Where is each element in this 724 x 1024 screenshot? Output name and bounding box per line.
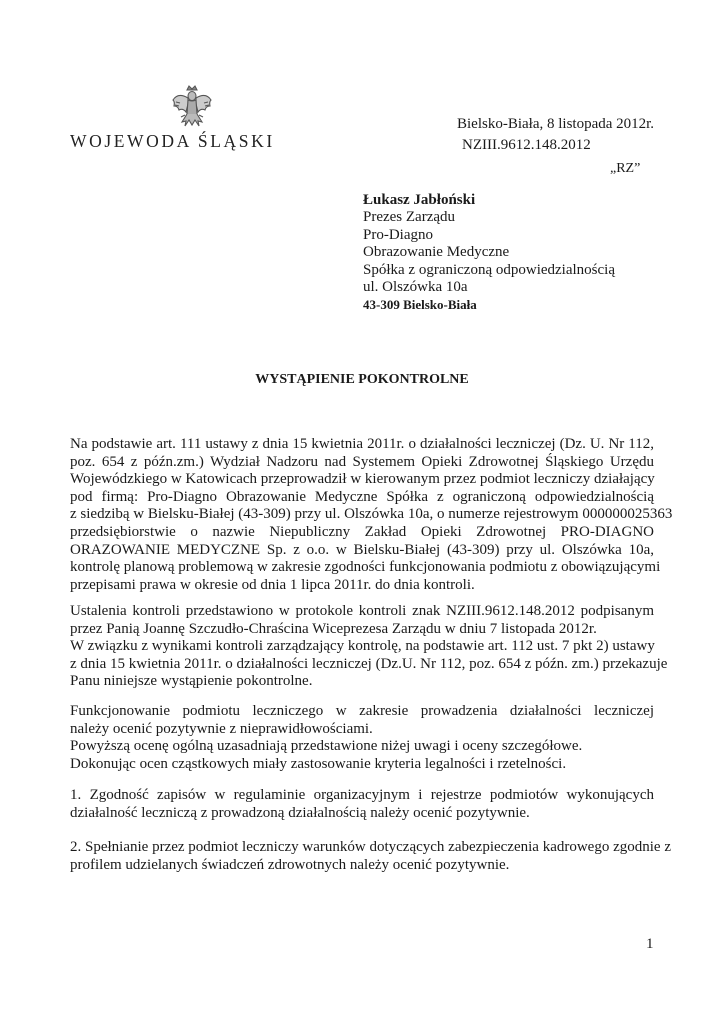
paragraph-line: 1. Zgodność zapisów w regulaminie organizacyjnym i rejestrze podmiotów wykonujących xyxy=(70,787,654,803)
addressee-company: Pro-Diagno xyxy=(363,226,433,243)
paragraph-line: Wojewódzkiego w Katowicach przeprowadził w kierowanym przez podmiot leczniczy działający xyxy=(70,471,655,488)
paragraph-line: W związku z wynikami kontroli zarządzający kontrolę, na podstawie art. 112 ust. 7 pkt 2) ustawy xyxy=(70,638,655,655)
paragraph-3 xyxy=(70,703,654,773)
place-date: Bielsko-Biała, 8 listopada 2012r. xyxy=(457,116,655,132)
paragraph-line: Ustalenia kontroli przedstawiono w protokole kontroli znak NZIII.9612.148.2012 podpisanym xyxy=(70,603,654,619)
paragraph-line: przepisami prawa w okresie od dnia 1 lipca 2011r. do dnia kontroli. xyxy=(70,576,475,593)
addressee-company-line2: Obrazowanie Medyczne xyxy=(363,244,510,261)
paragraph-5 xyxy=(70,839,671,874)
paragraph-line: kontrolę planową problemową w zakresie zgodności funkcjonowania podmiotu z obowiązującymi xyxy=(70,559,661,576)
paragraph-line: przez Panią Joannę Szczudło-Chraścina Wiceprezesa Zarządu w dniu 7 listopada 2012r. xyxy=(70,620,597,637)
paragraph-line: 2. Spełnianie przez podmiot leczniczy warunków dotyczących zabezpieczenia kadrowego zgodnie z xyxy=(70,839,671,855)
paragraph-line: ORAZOWANIE MEDYCZNE Sp. z o.o. w Bielsku-Białej (43-309) przy ul. Olszówka 10a, xyxy=(70,541,654,558)
reference-number: NZIII.9612.148.2012 xyxy=(462,137,591,153)
paragraph-2 xyxy=(70,603,668,691)
addressee-company-line3: Spółka z ograniczoną odpowiedzialnością xyxy=(363,261,615,278)
paragraph-line: Na podstawie art. 111 ustawy z dnia 15 kwietnia 2011r. o działalności leczniczej (Dz. U. Nr 112, xyxy=(70,436,654,452)
paragraph-line: z dnia 15 kwietnia 2011r. o działalności leczniczej (Dz.U. Nr 112, poz. 654 z późn. zm.) przekazuje xyxy=(70,655,668,672)
paragraph-line: należy ocenić pozytywnie z nieprawidłowościami. xyxy=(70,720,373,737)
addressee-position: Prezes Zarządu xyxy=(363,209,456,226)
addressee-name: Łukasz Jabłoński xyxy=(363,192,476,208)
addressee-block xyxy=(363,192,615,314)
document-title: WYSTĄPIENIE POKONTROLNE xyxy=(255,372,469,387)
paragraph-4 xyxy=(70,787,654,822)
paragraph-line: Funkcjonowanie podmiotu leczniczego w zakresie prowadzenia działalności leczniczej xyxy=(70,703,654,719)
paragraph-line: Powyższą ocenę ogólną uzasadniają przedstawione niżej uwagi i oceny szczegółowe. xyxy=(70,738,583,755)
eagle-emblem-icon xyxy=(170,84,214,132)
paragraph-line: poz. 654 z późn.zm.) Wydział Nadzoru nad Systemem Opieki Zdrowotnej Śląskiego Urzędu xyxy=(70,453,654,470)
document-mark: „RZ” xyxy=(610,161,641,176)
paragraph-line: działalność leczniczą z prowadzoną działalnością należy ocenić pozytywnie. xyxy=(70,804,530,821)
paragraph-1 xyxy=(70,436,673,594)
paragraph-line: Dokonując ocen cząstkowych miały zastosowanie kryteria legalności i rzetelności. xyxy=(70,755,567,772)
addressee-city: 43-309 Bielsko-Biała xyxy=(363,297,477,313)
paragraph-line: pod firmą: Pro-Diagno Obrazowanie Medyczne Spółka z ograniczoną odpowiedzialnością xyxy=(70,488,654,505)
addressee-street: ul. Olszówka 10a xyxy=(363,279,468,296)
institution-name: WOJEWODA ŚLĄSKI xyxy=(70,131,275,151)
paragraph-line: Panu niniejsze wystąpienie pokontrolne. xyxy=(70,673,313,690)
paragraph-line: przedsiębiorstwie o nazwie Niepubliczny Zakład Opieki Zdrowotnej PRO-DIAGNO xyxy=(70,523,654,540)
page-number: 1 xyxy=(646,936,654,952)
paragraph-line: profilem udzielanych świadczeń zdrowotnych należy ocenić pozytywnie. xyxy=(70,856,510,873)
paragraph-line: z siedzibą w Bielsku-Białej (43-309) przy ul. Olszówka 10a, o numerze rejestrowym 000000025363 xyxy=(70,506,673,523)
